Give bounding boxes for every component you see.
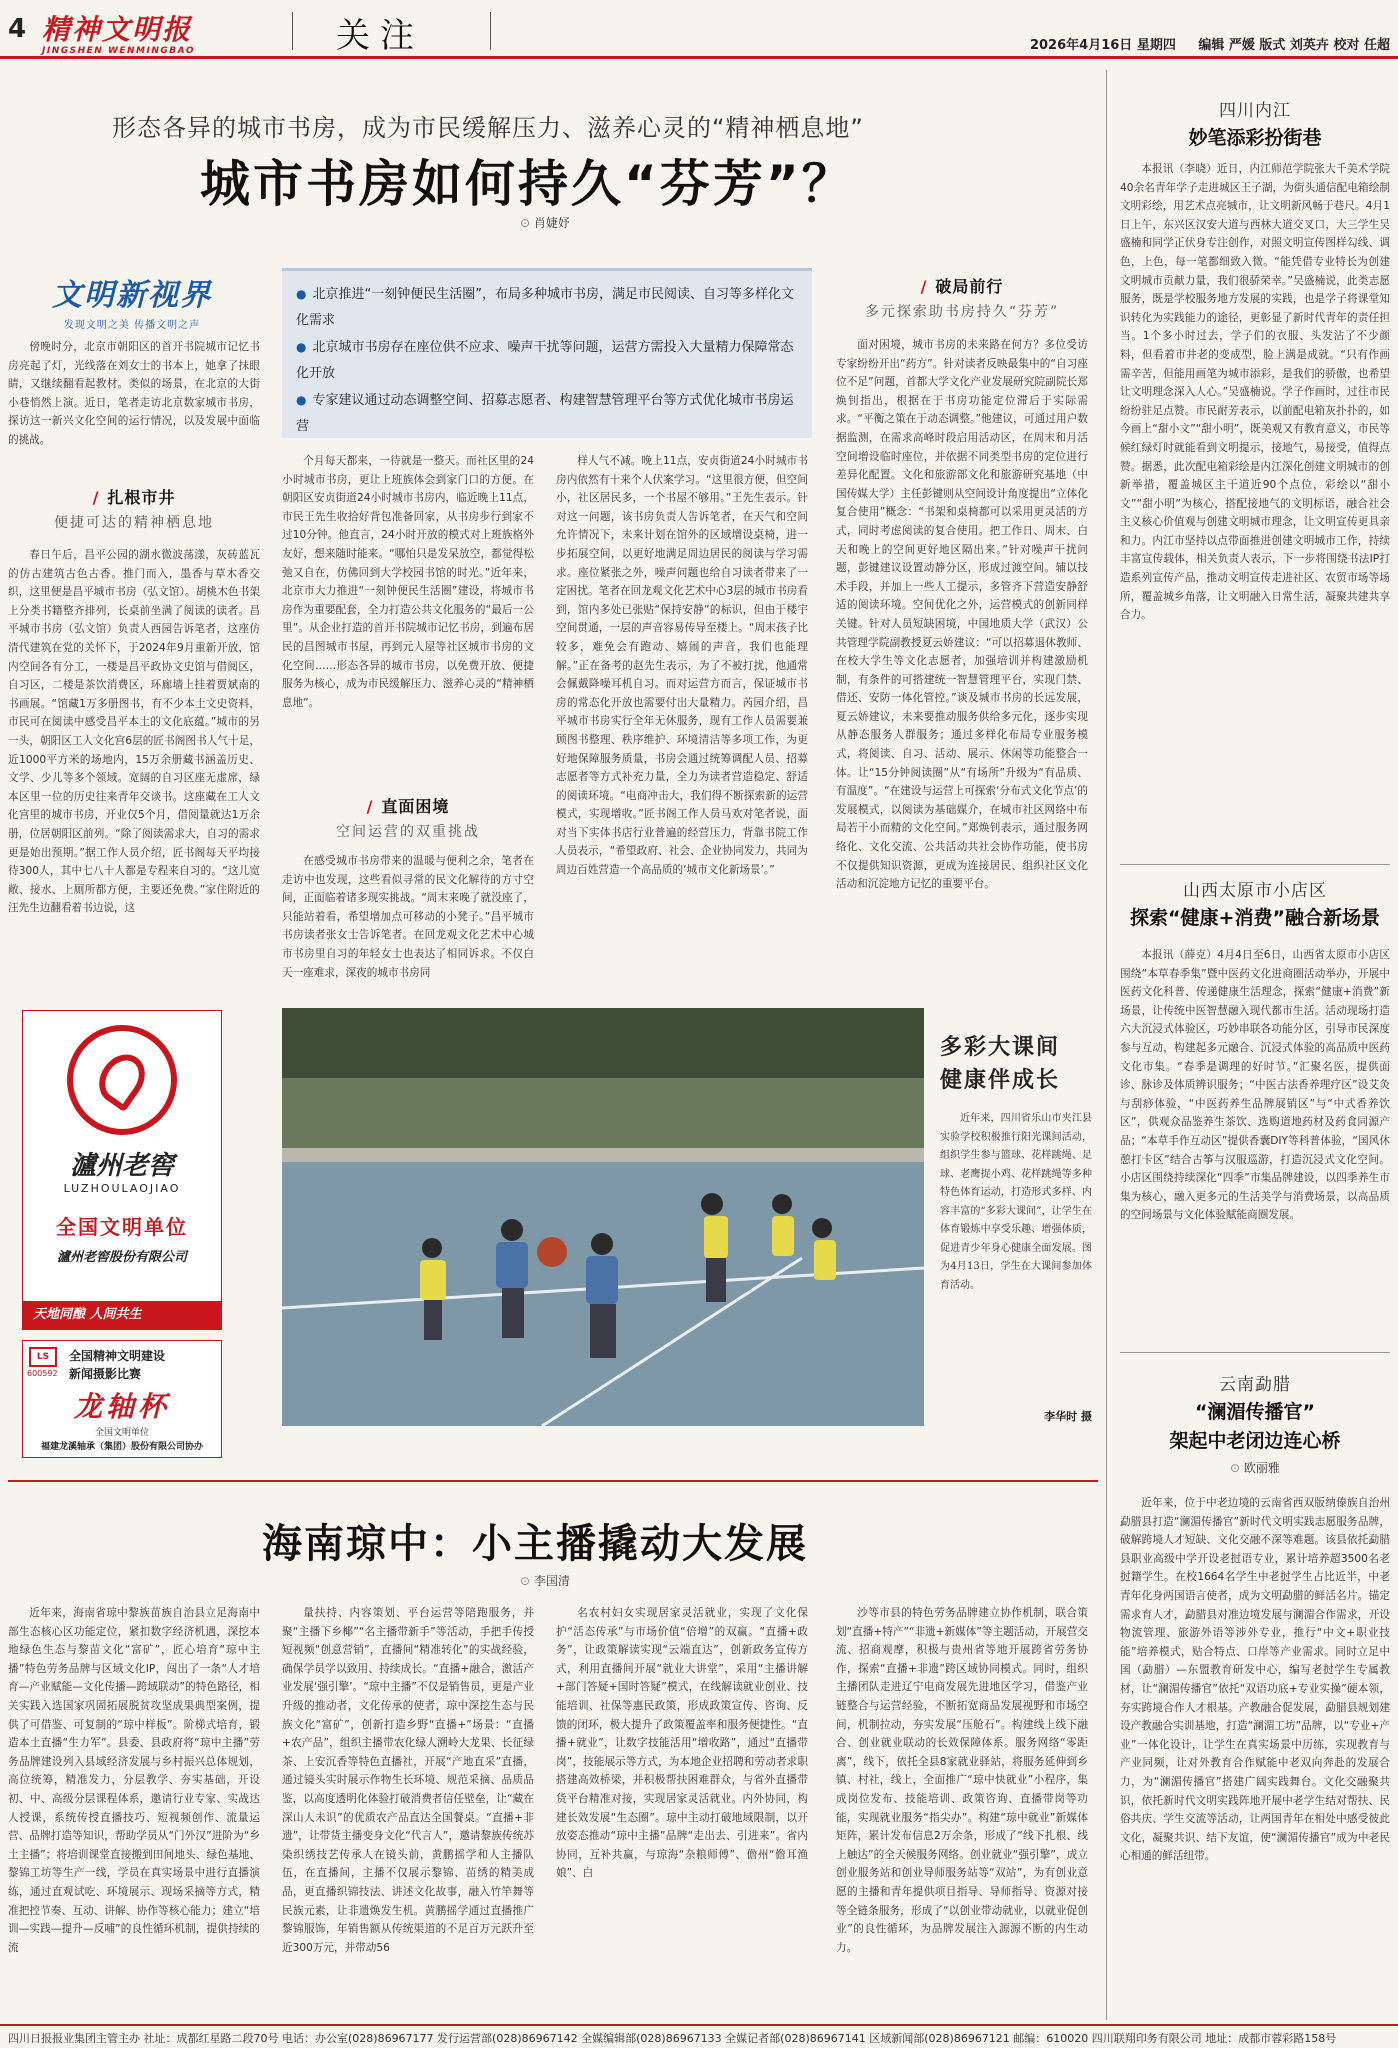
byline-icon: ⊙ bbox=[520, 216, 534, 230]
bottom-story-rule bbox=[8, 1480, 1098, 1482]
section-1-text bbox=[8, 546, 260, 990]
body-paragraph: 本报讯（薛克）4月4日至6日，山西省太原市小店区围绕“本草春季集”暨中医药文化进商圈活动举办，开展中医药文化科普、传递健康生活理念，探索“健康+消费”新场景，让传统中医智慧融入现代都市生活。活动现场打造六大沉浸式体验区，巧妙串联各功能分区，引导市民深度参与互动，构建起多元融合、沉浸式体验的高品质中医药文化市集。“春季是调理的好时节。”汇聚名医，提供面诊、脉诊及体质辨识服务；“中医古法香养理疗区”设艾灸与刮痧体验，“中医药养生品牌展销区”与“中式香养饮区”，供观众品鉴养生茶饮、选购道地药材及药食同源产品；“本草手作互动区”提供香囊DIY等科普体验，“国风休憩打卡区”结合古筝与汉服巡游，打造沉浸式文化空间。小店区围绕持续深化“四季”市集品牌建设，以四季养生市集为核心，融入更多元的生活美学与消费场景，以高品质的空间场景与文化体验赋能商圈发展。 bbox=[1120, 949, 1390, 1222]
body-paragraph: 近年来，位于中老边境的云南省西双版纳傣族自治州勐腊县打造“澜湄传播官”新时代文明实践志愿服务品牌，破解跨境人才短缺、文化交融不深等难题。该县依托勐腊县职业高级中学开设老挝语专业，累计培养超3500名老挝籍学生。在校1664名学生中老挝学生占比近半，中老青年化身两国语言使者，成为文明勐腊的鲜活名片。锚定需求育人才，勐腊县对准边境发展与澜湄合作需求，开设物流管理、旅游外语等涉外专业，推行“中文+职业技能”培养模式，贴合特点、口岸等产业需求。同时立足中国（勐腊）—东盟教育研发中心，编写老挝学生专属教材，让“澜湄传播官”依托“双语功底+专业实操”硬本领，夯实跨境合作人才根基。产教融合促发展，勐腊县规划建设产教融合实训基地，打造“澜湄工坊”品牌，以“专业+产业”一体化设计，让学生在真实场景中历练，实现教育与产业同频，让对外教育合作赋能中老双向奔赴的发展合力，为“澜湄传播官”搭建广阔实践舞台。文化交融聚共识，依托新时代文明实践阵地开展中老学生结对帮扶、民俗共庆、学生交流等活动，让两国青年在相处中感受彼此文化，凝聚共识、结下友谊，使“澜湄传播官”成为中老民心相通的鲜活纽带。 bbox=[1120, 1497, 1390, 1863]
column-logo bbox=[52, 270, 212, 331]
body-paragraph: 近年来，海南省琼中黎族苗族自治县立足海南中部生态核心区功能定位，紧扣数字经济机遇，深挖本地绿色生态与黎苗文化“富矿”，匠心培育“琼中主播”特色劳务品牌与区域文化IP，闯出了一条“人才培育—产业赋能—文化传播—跨域联动”的特色路径，相关实践入选国家巩固拓展脱贫攻坚成果典型案例，提供了可借鉴、可复制的“琼中样板”。阶梯式培育，锻造本土直播“生力军”。县委、县政府将“琼中主播”劳务品牌建设列入县域经济发展与乡村振兴总体规划，高位统筹，精准发力，分层教学、夯实基础，开设初、中、高级分层课程体系，邀请行业专家、实战达人授课，系统传授直播技巧、短视频创作、流量运营、品牌打造等知识，帮助学员从“门外汉”进阶为“乡土主播”；将培训课堂直接搬到田间地头、绿色基地、黎锦工坊等生产一线，学员在真实场景中进行直播演练，通过直观试吃、环境展示、现场采摘等方式，精准把控节奏、互动、讲解、协作等核心能力；建立“培训—实践—提升—反哺”的良性循环机制，提供持续的流 bbox=[8, 1607, 260, 1954]
body-paragraph: 个月每天都来，一待就是一整天。而社区里的24小时城市书房，更让上班族体会到家门口的方便。在朝阳区安贞街道24小时城市书房内，临近晚上11点，市民王先生收拾好背包准备回家，从书房步行到家不过10分钟。他直言，24小时开放的模式对上班族格外友好，想来随时能来。“哪怕只是发呆放空，都觉得松弛又自在，仿佛回到大学校园书馆的时光。”近年来，北京市大力推进“一刻钟便民生活圈”建设，将城市书房作为重要配套，全力打造公共文化服务的“最后一公里”。从企业打造的首开书院城市记忆书房，到遍布居民的昌图城市书屋，再到元人屋等社区城市书房的文化空间……形态各异的城市书房，以免费开放、便捷服务为核心，成为市民缓解压力、滋养心灵的“精神栖息地”。 bbox=[282, 455, 534, 709]
section-subtitle: 便捷可达的精神栖息地 bbox=[54, 515, 214, 531]
bottom-column-3 bbox=[556, 1604, 808, 2016]
sponsor-logo-icon: LS bbox=[29, 1347, 57, 1367]
footer-rule bbox=[0, 2024, 1398, 2026]
brief-heading-1 bbox=[1120, 96, 1390, 150]
column-3-text bbox=[556, 452, 808, 992]
section-kicker: / 扎根市井 bbox=[8, 485, 260, 508]
brief-location: 四川内江 bbox=[1219, 101, 1291, 121]
section-heading-2 bbox=[282, 794, 534, 841]
summary-item: ● 北京推进“一刻钟便民生活圈”，布局多种城市书房，满足市民阅读、自习等多样化文化需求 bbox=[296, 281, 798, 334]
date-line bbox=[1030, 34, 1390, 53]
section-3-text bbox=[836, 336, 1088, 992]
brief-title: “澜湄传播官” bbox=[1195, 1401, 1315, 1423]
photo-caption bbox=[940, 1110, 1092, 1406]
brief-title: 架起中老闭边连心桥 bbox=[1169, 1430, 1341, 1452]
brief-heading-3 bbox=[1120, 1370, 1390, 1476]
lead-intro bbox=[8, 338, 260, 462]
bottom-story-byline bbox=[520, 1572, 570, 1589]
honor-title: 全国文明单位 bbox=[56, 1215, 188, 1239]
body-paragraph: 春日午后，昌平公园的湖水微波荡漾，灰砖蓝瓦的仿古建筑古色古香。推门而入，墨香与草木香交织，这里便是昌平城市书房（弘文馆）。胡桃木色书架上分类书籍整齐排列，长桌前坐满了阅读的读者。昌平城市书房（弘文馆）负责人西园告诉笔者，这座仿清代建筑在党的关怀下，于2024年9月重新开放，馆内空间各有分工，一楼是昌平政协文史馆与借阅区，自习区，二楼是茶饮消费区，环廊墙上挂着贾斌南的书画展。“馆藏1万多册图书，有不少本土文史资料，市民可在阅读中感受昌平本土的文化底蕴。”城市的另一头，朝阳区工人文化宫6层的匠书阁图书人气十足，近1000平方米的场地内，15万余册藏书涵盖历史、文学、少儿等多个领域。宽阔的自习区座无虚席，绿本区里一位的历史往来青年交谈书。这座藏在工人文化宫里的城市书房，开业仅5个月，借阅量就达1万余册，位居朝阳区前列。“除了阅读需求大，自习的需求更是始出预期。”据工作人员介绍，匠书阁每天平均接待300人，其中七八十人都是专程来自习的。“这儿宽敞、接水、上厕所都方便，主要还免费。”家住附近的汪先生边翻看着书边说，这 bbox=[8, 549, 260, 915]
bottom-column-1 bbox=[8, 1604, 260, 2016]
body-paragraph: 名农村妇女实现居家灵活就业，实现了文化保护“活态传承”与市场价值“倍增”的双赢。“直播+政务”，让政策解读实现“云端直达”，创新政务宣传方式，利用直播间开展“就业大讲堂”，采用“主播讲解+部门答疑+国时答疑”模式，在线解读就业创业、技能培训、社保等惠民政策，形成政策宣传、咨询、反馈的闭环，极大提升了政策覆盖率和服务便捷性。“直播+就业”，让数字技能活用“增收路”，通过“直播带岗”，技能展示等方式，为本地企业招聘和劳动者求职搭建高效桥梁，并积极帮扶困难群众，与省外直播带货平台精准对接，实现居家灵活就业。内外协同，构建长效发展“生态圈”。琼中主动打破地域限制，以开放姿态推动“琼中主播”品牌“走出去、引进来”。省内协同，互补共赢，与琼海“杂粮师傅”、儋州“儋耳渔娘”、白 bbox=[556, 1607, 808, 1880]
cup-name: 龙轴杯 bbox=[73, 1390, 170, 1423]
summary-box bbox=[282, 268, 812, 438]
right-column-rule bbox=[1106, 70, 1107, 2020]
newspaper-logo bbox=[42, 8, 195, 56]
lead-title: 城市书房如何持久“芬芳”？ bbox=[200, 155, 855, 213]
cup-honor: 全国文明单位 bbox=[94, 1428, 149, 1438]
body-paragraph: 沙等市县的特色劳务品牌建立协作机制，联合策划“直播+特产”“非遗+新媒体”等主题活动，开展营交流、招商观摩，积极与贵州省等地开展跨省劳务协作，探索“直播+非遗”跨区域协同模式。同时，组织主播团队走进辽宁电商发展先进地区学习，借鉴产业链整合与运营经验，不断拓宽商品发展视野和市场空间，机制拉动，夯实发展“压舱石”。构建线上线下融合、创业就业联动的长效保障体系。服务网络“零距离”，线下，依托全县8家就业驿站，将服务延伸到乡镇、村社，线上，全面推广“琼中快就业”小程序，集成岗位发布、技能培训、政策咨询、直播带岗等功能，实现就业服务“指尖办”。构建“琼中就业”新媒体矩阵，累计发布信息2万余条，形成了“线下扎根、线上触达”的全天候服务网络。创业就业“强引擎”，成立创业服务站和创业导师服务站等“双站”，为有创业意愿的主播和青年提供项目指导、导师指导、资源对接等全链条服务，形成了“以创业带动就业，以就业促创业”的良性循环，为品牌发展注入源源不断的内生动力。 bbox=[836, 1607, 1088, 1954]
masthead-rule bbox=[0, 56, 1398, 59]
section-subtitle: 空间运营的双重挑战 bbox=[336, 824, 480, 840]
cup-company: 福建龙溪轴承（集团）股份有限公司协办 bbox=[40, 1442, 203, 1452]
brief-title: 妙笔添彩扮街巷 bbox=[1188, 127, 1322, 149]
summary-item: ● 北京城市书房存在座位供不应求、噪声干扰等问题，运营方需投入大量精力保障常态化开放 bbox=[296, 334, 798, 387]
contest-title bbox=[69, 1347, 165, 1383]
brief-location: 山西太原市小店区 bbox=[1183, 881, 1327, 901]
masthead-divider bbox=[292, 12, 293, 50]
lead-kicker: 形态各异的城市书房，成为市民缓解压力、滋养心灵的“精神栖息地” bbox=[112, 114, 864, 142]
column-logo-text: 文明新视界 bbox=[52, 278, 212, 313]
brief-1-text bbox=[1120, 160, 1390, 832]
bottom-column-4 bbox=[836, 1604, 1088, 2016]
column-2-text bbox=[282, 452, 534, 788]
section-kicker: / 直面困境 bbox=[282, 794, 534, 817]
slogan-bar: 天地同酿 人间共生 bbox=[23, 1301, 221, 1329]
photo-title: 多彩大课间 bbox=[940, 1035, 1061, 1060]
brief-divider bbox=[1120, 1352, 1390, 1353]
contest-line: 新闻摄影比赛 bbox=[69, 1367, 142, 1381]
photo-credit: 李华时 摄 bbox=[1044, 1410, 1092, 1423]
body-paragraph: 样人气不减。晚上11点，安贞街道24小时城市书房内依然有十来个人伏案学习。“这里很方便，但空间小，社区居民多，一个书屋不够用。”王先生表示。针对这一问题，该书房负责人告诉笔者，在天气和空间允许情况下，未来计划在馆外的区域增设桌椅，进一步拓展空间，以更好地满足周边居民的阅读与学习需求。座位紧张之外，噪声问题也给自习读者带来了一定困扰。笔者在回龙观文化艺术中心3层的城市书房看到，馆内多处已张贴“保持安静”的标识，但由于楼宇空间贯通，一层的声音容易传导至楼上。“周末孩子比较多，难免会有跑动、嬉闹的声音，我们也能理解。”正在备考的赵先生表示，为了不被打扰，他通常会佩戴降噪耳机自习。而对运营方而言，保证城市书房的常态化开放也需要付出大量精力。芮园介绍，昌平城市书房实行全年无休服务，现有工作人员需要兼顾图书整理、秩序维护、环境清洁等多项工作，为更好地保障服务质量，书房会通过统筹调配人员、招募志愿者等方式补充力量，全力为读者营造稳定、舒适的阅读环境。“电商冲击大，我们得不断探索新的运营模式，实现增收。”匠书阁工作人员马欢对笔者说，面对当下实体书店行业普遍的经营压力，背靠书院工作人员表示，“希望政府、社会、企业协同发力，共同为周边百姓营造一个高品质的‘城市文化新场景’。” bbox=[556, 455, 808, 877]
section-2-text bbox=[282, 852, 534, 992]
basketball-players-illustration bbox=[282, 1008, 924, 1426]
company-name: 瀘州老窖股份有限公司 bbox=[56, 1250, 187, 1265]
lead-byline bbox=[520, 214, 570, 231]
section-subtitle: 多元探索助书房持久“芬芳” bbox=[864, 304, 1060, 320]
editor-credits: 编辑 严媛 版式 刘英卉 校对 任超 bbox=[1198, 38, 1390, 53]
news-photo bbox=[282, 1008, 924, 1426]
stock-code: 600592 bbox=[27, 1369, 58, 1378]
brand-emblem-icon bbox=[67, 1025, 177, 1135]
brief-author: 欧丽雅 bbox=[1243, 1461, 1280, 1475]
brief-location: 云南勐腊 bbox=[1219, 1375, 1291, 1395]
intro-paragraph: 傍晚时分，北京市朝阳区的首开书院城市记忆书房亮起了灯，光线落在刘女士的书本上，她拿了抹眼睛，又继续翻看起教材。类似的场景，在北京的大街小巷悄然上演。近日，笔者走访北京数家城市书房，探访这一新兴文化空间的运行情况，以及发展中面临的挑战。 bbox=[8, 341, 260, 446]
section-heading-1 bbox=[8, 485, 260, 532]
bottom-column-2 bbox=[282, 1604, 534, 2016]
body-paragraph: 在感受城市书房带来的温暖与便利之余，笔者在走访中也发现，这些看似寻常的民文化解待的方寸空间，正面临着诸多现实挑战。“周末来晚了就没座了，只能站着看，希望增加点可移动的小凳子。”昌平城市书房读者张女士告诉笔者。在回龙观文化艺术中心城市书房里自习的年轻女士也表达了相同诉求。不仅白天一座难求，深夜的城市书房同 bbox=[282, 855, 534, 979]
photo-caption-block bbox=[940, 1030, 1092, 1424]
advertisement-contest bbox=[22, 1340, 222, 1458]
body-paragraph: 面对困境，城市书房的未来路在何方？多位受访专家纷纷开出“药方”。针对读者反映最集中的“自习座位不足”问题，首都大学文化产业发展研究院副院长郑焕钊指出，根据在于书房功能定位滞后于实际需求。“平衡之策在于动态调整。”他建议，可通过用户数据监测，在需求高峰时段启用活动区，在周末和月活空间增设临时座位，并依据不同类型书房的定位进行差异化配置。文化和旅游部文化和旅游研究基地（中国传媒大学）主任彭键则从空间设计角度提出“立体化复合使用”概念：“书架和桌椅都可以采用更灵活的方式，同时考虑阅读的复合使用。把工作日、周末、白天和晚上的空间更好地区隔出来。”针对噪声干扰问题，彭键建议设置动静分区，形成过渡空间。辅以技术手段，并加上一些人工提示，多管齐下营造安静舒适的阅读环境。空间优化之外，运营模式的创新同样关键。针对人员短缺困境，中国地质大学（武汉）公共管理学院副教授夏云娇建议：“可以招募退休教师、在校大学生等文化志愿者，加强培训并构建激励机制，有条件的可搭建统一智慧管理平台，实现门禁、借还、安防一体化管控。”谈及城市书房的长远发展，夏云娇建议，未来要推动服务供给多元化，逐步实现从静态服务人群服务；通过多样化布局专业服务模式，将阅读、自习、活动、展示、休闲等功能整合一体。让“15分钟阅读圈”从“有场所”升级为“有品质、有温度”。“在建设与运营上可探索‘分布式文化节点’的发展模式，以阅读为基础媒介，在城市社区网络中布局若干小而精的文化空间。”郑焕钊表示，通过服务网络化、文化交流、公共活动共社会协作功能，使书房不仅提供知识资源，更成为连接居民、组织社区文化活动和沉淀地方记忆的重要平台。 bbox=[836, 339, 1088, 891]
body-paragraph: 量扶持、内容策划、平台运营等陪跑服务，并聚“主播下乡椰”“名主播带新手”等活动，手把手传授短视频“创意营销”，直播间“精准转化”的实战经验，确保学员学以致用、持续成长。“直播+融合，激活产业发展‘强引擎’。“琼中主播”不仅是销售员，更是产业升级的推动者，文化传承的使者，琼中深挖生态与民族文化“富矿”，创新打造乡野“直播+”场景：“直播+农产品”，组织主播带农化绿人溯岭大龙果、长征绿茶、上安沉香等特色直播社，开展“产地直采”直播，通过镜头实时展示作物生长环境、规范采摘、品质品鉴，以高度透明化体验打破消费者信任壁垒，让“藏在深山人未识”的优质农产品直达全国餐桌。“直播+非遗”，让带货主播变身文化“代言人”，邀请黎族传统苏染织绣技艺传承人在镜头前，黄鹏摇学和人主播队伍，在直播间，主播不仅展示黎锦、苗绣的精美成品，更直播织锦技法、讲述文化故事，融入竹竿舞等民族元素，让非遗焕发生机。黄鹏摇学通过直播推广黎锦服饰，年销售额从传统渠道的不足百万元跃升至近300万元，并带动56 bbox=[282, 1607, 534, 1954]
brief-heading-2 bbox=[1120, 876, 1390, 930]
summary-item: ● 专家建议通过动态调整空间、招募志愿者、构建智慧管理平台等方式优化城市书房运营 bbox=[296, 387, 798, 440]
section-name: 关注 bbox=[336, 16, 424, 56]
body-paragraph: 本报讯（李晓）近日，内江师范学院张大千美术学院40余名青年学子走进城区王子湖，为街头通信配电箱绘制文明彩绘，用艺术点亮城市，让文明新风畅于巷尺。4月1日上午，东兴区汉安大道与西林大道交叉口，大三学生吴盛楠和同学正伏身专注创作，对照文明宣传图样勾线、调色，上色，每一笔都细致入微。“能凭借专业特长为创建文明城市贡献力量，我们很骄荣幸。”吴盛楠说，此类志愿服务，既是学校服务地方发展的实践，也是学子将课堂知识转化为实践能力的途径，更彰显了新时代青年的责任担当。1个多小时过去，学子们的衣服、头发沾了不少颜料，但看着市井老的变成型，脸上满是成就。“只有作画需辛苦，但能用画笔为城市添彩，是我们的骄傲，也希望让文明理念深入人心。”吴盛楠说。学子作画时，过往市民纷纷驻足点赞。市民耐芳表示，以前配电箱灰扑扑的，如今画上“甜小文”“甜小明”，既美观又有教育意义，市民等候红绿灯时就能看到文明提示，接地气，易接受，值得点赞。据悉，此次配电箱彩绘是内江深化创建文明城市的创新举措，覆盖城区主干道近90个点位，彩绘以“甜小文”“甜小明”为核心，搭配接地气的文明标语，融合社会主义核心价值观与创建文明城市理念，让文明宣传更具亲和力。内江市坚持以点带面推进创建文明城市工作，持续丰富宣传载体，相关负责人表示，下一步将围绕书法IP打造系列宣传产品，推动文明宣传走进社区、农贸市场等场所，覆盖城乡角落，让文明融入日常生活，凝聚共建共享合力。 bbox=[1120, 163, 1390, 622]
lead-author: 肖婕妤 bbox=[533, 216, 570, 230]
brief-title: 探索“健康+消费”融合新场景 bbox=[1130, 907, 1380, 929]
issue-date: 2026年4月16日 星期四 bbox=[1029, 38, 1176, 53]
logo-text: 精神文明报 bbox=[42, 13, 193, 46]
section-kicker: / 破局前行 bbox=[836, 274, 1088, 297]
byline-icon: ⊙ bbox=[1230, 1461, 1244, 1475]
caption-text: 近年来，四川省乐山市夹江县实验学校积极推行阳光课间活动，组织学生参与篮球、花样跳绳、足球、老鹰捉小鸡、花样跳绳等多种特色体育运动，打造形式多样、内容丰富的“多彩大课间”，让学生在体育锻炼中享受乐趣、增强体质，促进青少年身心健康全面发展。图为4月13日，学生在大课间参加体育活动。 bbox=[940, 1113, 1092, 1291]
brand-name: 瀘州老窖 bbox=[69, 1151, 174, 1181]
advertisement-luzhou bbox=[22, 1010, 222, 1330]
brief-2-text bbox=[1120, 946, 1390, 1324]
brand-name-en: LUZHOULAOJIAO bbox=[63, 1182, 181, 1195]
brief-byline bbox=[1120, 1459, 1390, 1476]
photo-title: 健康伴成长 bbox=[940, 1068, 1061, 1093]
bottom-story-title: 海南琼中：小主播撬动大发展 bbox=[262, 1521, 808, 1567]
logo-pinyin: JINGSHEN WENMINGBAO bbox=[42, 46, 195, 56]
brief-3-text bbox=[1120, 1494, 1390, 2014]
masthead bbox=[0, 0, 1398, 62]
section-heading-3 bbox=[836, 274, 1088, 321]
bottom-author: 李国清 bbox=[533, 1574, 570, 1588]
column-logo-sub: 发现文明之美 传播文明之声 bbox=[63, 320, 201, 331]
page-number: 4 bbox=[8, 14, 27, 44]
byline-icon: ⊙ bbox=[520, 1574, 534, 1588]
contest-line: 全国精神文明建设 bbox=[69, 1349, 166, 1363]
footer-info: 四川日报报业集团主管主办 社址：成都红星路二段70号 电话：办公室(028)86967177 发行运营部(028)86967142 全媒编辑部(028)86967133 全媒记者部(028)86967141 区域新闻部(028)86967121 邮编：610020 四川联翔印务有限公司 地址：成都市蓉彩路158号 bbox=[8, 2032, 1337, 2045]
masthead-divider-2 bbox=[490, 12, 491, 50]
brief-divider bbox=[1120, 864, 1390, 865]
